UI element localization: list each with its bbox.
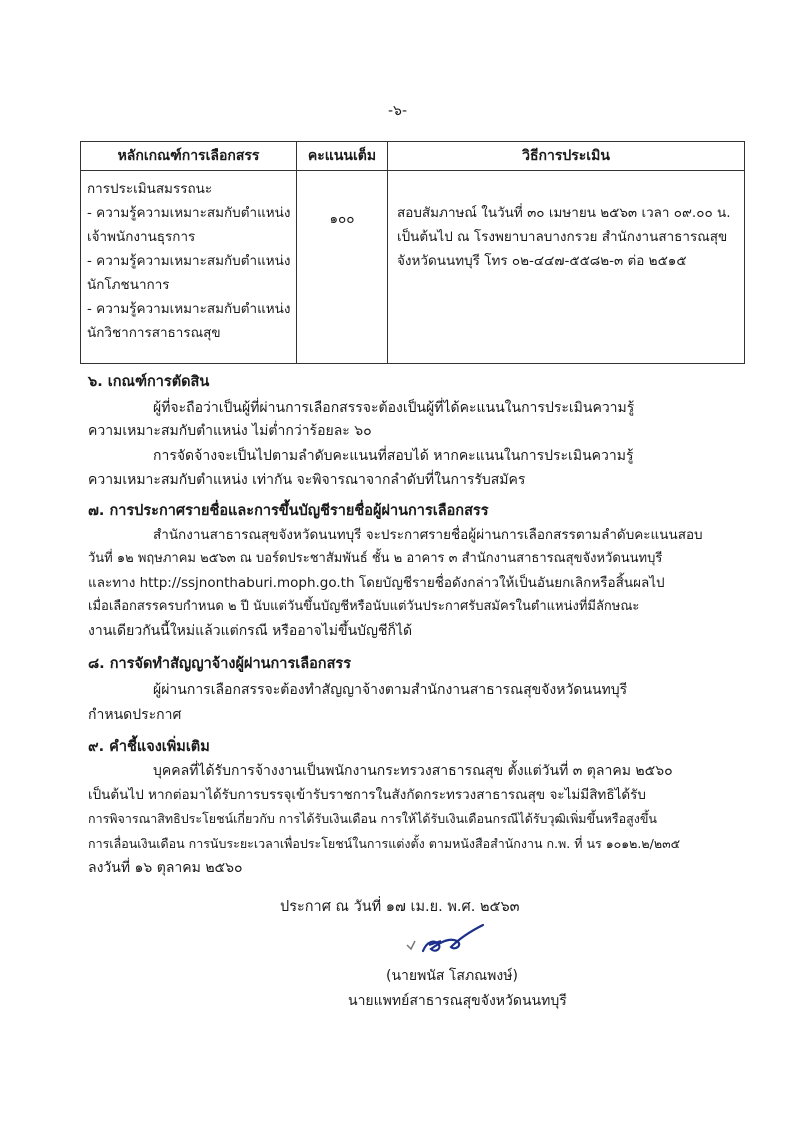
criteria-line: - ความรู้ความเหมาะสมกับตำแหน่ง [87,301,291,317]
section-8-heading: ๘. การจัดทำสัญญาจ้างผู้ผ่านการเลือกสรร [88,656,351,672]
method-cell [388,171,745,364]
section-6-line: ความเหมาะสมกับตำแหน่ง ไม่ต่ำกว่าร้อยละ ๖๐ [88,423,372,439]
table-row [81,171,745,364]
method-line: เป็นต้นไป ณ โรงพยาบาลบางกรวย สำนักงานสาธารณสุข [397,229,728,245]
section-8-line: กำหนดประกาศ [88,707,182,723]
header-full-score: คะแนนเต็ม [297,142,388,171]
section-7-line: งานเดียวกันนี้ใหม่แล้วแต่กรณี หรืออาจไม่ขึ้นบัญชีก็ได้ [88,623,413,639]
signer-title: นายแพทย์สาธารณสุขจังหวัดนนทบุรี [348,993,567,1009]
criteria-line: นักวิชาการสาธารณสุข [87,325,221,341]
section-9-line: บุคคลที่ได้รับการจ้างงานเป็นพนักงานกระทรวงสาธารณสุข ตั้งแต่วันที่ ๓ ตุลาคม ๒๕๖๐ [153,763,673,779]
section-7-line: วันที่ ๑๒ พฤษภาคม ๒๕๖๓ ณ บอร์ดประชาสัมพันธ์ ชั้น ๒ อาคาร ๓ สำนักงานสาธารณสุขจังหวัดนนทบุรี [88,551,663,566]
section-6-line: ความเหมาะสมกับตำแหน่ง เท่ากัน จะพิจารณาจากลำดับที่ในการรับสมัคร [88,472,526,488]
criteria-line: - ความรู้ความเหมาะสมกับตำแหน่ง [87,205,291,221]
section-6-heading: ๖. เกณฑ์การตัดสิน [88,374,210,390]
section-9-line: การพิจารณาสิทธิประโยชน์เกี่ยวกับ การได้รับเงินเดือน การให้ได้รับเงินเดือนกรณีได้รับวุฒิเพิ่มขึ้นหรือสูงขึ้น [88,811,657,826]
criteria-line: เจ้าพนักงานธุรการ [87,229,196,245]
section-9-line: เป็นต้นไป หากต่อมาได้รับการบรรจุเข้ารับราชการในสังกัดกระทรวงสาธารณสุข จะไม่มีสิทธิได้รับ [88,787,646,803]
section-9-line: การเลื่อนเงินเดือน การนับระยะเวลาเพื่อประโยชน์ในการแต่งตั้ง ตามหนังสือสำนักงาน ก.พ. ที่ นร ๑๐๑๒.๒/๒๓๕ [88,836,681,851]
method-line: จังหวัดนนทบุรี โทร ๐๒-๔๔๗-๕๕๘๒-๓ ต่อ ๒๕๑๕ [397,253,687,269]
section-7-line: และทาง http://ssjnonthaburi.moph.go.th โดยบัญชีรายชื่อดังกล่าวให้เป็นอันยกเลิกหรือสิ้นผลไป [88,575,665,591]
criteria-line: - ความรู้ความเหมาะสมกับตำแหน่ง [87,253,291,269]
signer-name: (นายพนัส โสภณพงษ์) [386,968,518,984]
announce-date-line: ประกาศ ณ วันที่ ๑๗ เม.ย. พ.ศ. ๒๕๖๓ [280,899,520,915]
section-9-line: ลงวันที่ ๑๖ ตุลาคม ๒๕๖๐ [88,860,243,876]
section-8-line: ผู้ผ่านการเลือกสรรจะต้องทำสัญญาจ้างตามสำนักงานสาธารณสุขจังหวัดนนทบุรี [153,682,628,698]
criteria-line: นักโภชนาการ [87,277,170,293]
section-7-line: เมื่อเลือกสรรครบกำหนด ๒ ปี นับแต่วันขึ้นบัญชีหรือนับแต่วันประกาศรับสมัครในตำแหน่งที่มีลักษณะ [88,599,640,614]
signature-mark [405,915,490,960]
table-header-row [81,142,745,171]
header-criteria: หลักเกณฑ์การเลือกสรร [81,142,297,171]
section-7-heading: ๗. การประกาศรายชื่อและการขึ้นบัญชีรายชื่อผู้ผ่านการเลือกสรร [88,503,489,519]
full-score: ๑๐๐ [329,211,355,227]
section-9-heading: ๙. คำชี้แจงเพิ่มเติม [88,739,210,755]
header-method: วิธีการประเมิน [388,142,745,171]
criteria-cell [81,171,297,364]
score-cell [297,171,388,364]
criteria-table [80,141,745,364]
section-7-line: สำนักงานสาธารณสุขจังหวัดนนทบุรี จะประกาศรายชื่อผู้ผ่านการเลือกสรรตามลำดับคะแนนสอบ [153,527,703,543]
criteria-line: การประเมินสมรรถนะ [87,181,213,197]
page-number: -๖- [388,103,407,119]
section-6-line: ผู้ที่จะถือว่าเป็นผู้ที่ผ่านการเลือกสรรจะต้องเป็นผู้ที่ได้คะแนนในการประเมินความรู้ [153,400,635,416]
method-line: สอบสัมภาษณ์ ในวันที่ ๓๐ เมษายน ๒๕๖๓ เวลา ๐๙.๐๐ น. [397,205,731,221]
section-6-line: การจัดจ้างจะเป็นไปตามลำดับคะแนนที่สอบได้ หากคะแนนในการประเมินความรู้ [153,448,634,464]
